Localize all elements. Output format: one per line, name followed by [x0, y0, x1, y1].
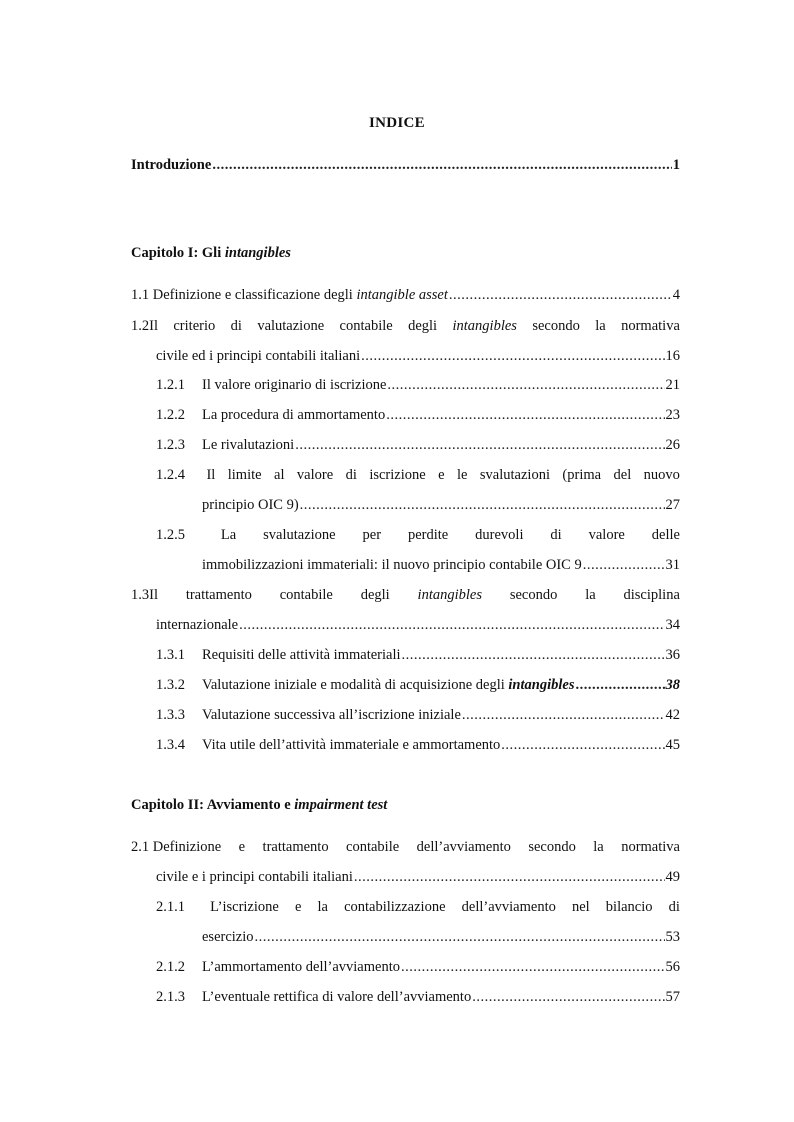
- word: di: [345, 467, 357, 483]
- toc-entry-1-3-1: [156, 647, 680, 667]
- word: L’iscrizione: [210, 899, 279, 915]
- word: la: [585, 587, 596, 603]
- toc-entry-1-2-line2: [156, 348, 680, 368]
- toc-entry-1-2-2: [156, 407, 680, 427]
- word: svalutazioni: [479, 467, 550, 483]
- dot-leader: [300, 497, 665, 514]
- toc-entry-1-2-4-line1: [156, 467, 680, 484]
- word: per: [362, 527, 382, 543]
- word: contabile: [339, 318, 393, 334]
- word: di: [230, 318, 242, 334]
- toc-page-number: 56: [665, 959, 680, 975]
- toc-entry-2-1-line2: [156, 869, 680, 889]
- section-number: 1.3.1: [156, 647, 185, 663]
- dot-leader: [472, 989, 664, 1006]
- word: intangibles: [452, 318, 517, 334]
- word: e: [238, 839, 246, 855]
- toc-entry-label: Definizione e classificazione degli intangible asset: [152, 287, 448, 303]
- chapter-heading-italic: impairment test: [294, 797, 388, 813]
- toc-entry-label: Requisiti delle attività immateriali: [202, 647, 401, 663]
- index-title: INDICE: [369, 115, 425, 131]
- dot-leader: [354, 869, 665, 886]
- word: normativa: [621, 318, 680, 334]
- toc-entry-1-3-4: [156, 737, 680, 757]
- word: secondo: [509, 587, 558, 603]
- dot-leader: [575, 677, 664, 694]
- word: valutazione: [257, 318, 325, 334]
- toc-entry-label: La procedura di ammortamento: [202, 407, 386, 423]
- word: e: [438, 467, 445, 483]
- word: Il: [206, 467, 216, 483]
- dot-leader: [583, 557, 665, 574]
- section-number: 1.2.5: [156, 527, 185, 543]
- word: dell’avviamento: [461, 899, 556, 915]
- toc-page-number: 36: [665, 647, 680, 663]
- toc-entry-label: civile e i principi contabili italiani: [156, 869, 353, 885]
- word: la: [593, 839, 604, 855]
- word: di: [668, 899, 680, 915]
- dot-leader: [239, 617, 664, 634]
- toc-page-number: 16: [665, 348, 680, 364]
- toc-page-number: 23: [665, 407, 680, 423]
- toc-entry-2-1-3: [156, 989, 680, 1009]
- toc-page-number: 27: [665, 497, 680, 513]
- toc-page-number: 34: [665, 617, 680, 633]
- word: dell’avviamento: [416, 839, 511, 855]
- dot-leader: [462, 707, 665, 724]
- chapter-heading-italic: intangibles: [224, 245, 291, 261]
- word: degli: [408, 318, 438, 334]
- word: secondo: [528, 839, 576, 855]
- toc-page-number: 42: [665, 707, 680, 723]
- toc-entry-label: Introduzione: [131, 157, 212, 173]
- word: disciplina: [623, 587, 680, 603]
- word: la: [595, 318, 606, 334]
- word: svalutazione: [263, 527, 336, 543]
- section-number: 1.3.2: [156, 677, 185, 693]
- toc-entry-1-2-5-line2: [202, 557, 680, 577]
- dot-leader: [361, 348, 664, 365]
- word: iscrizione: [369, 467, 426, 483]
- chapter-heading-2: [131, 797, 387, 814]
- word: degli: [360, 587, 390, 603]
- toc-entry-label: civile ed i principi contabili italiani: [156, 348, 361, 364]
- section-number: 1.3Il: [131, 587, 158, 603]
- toc-entry-1-2-4-line2: [202, 497, 680, 517]
- toc-entry-label: principio OIC 9): [202, 497, 299, 513]
- word: normativa: [621, 839, 680, 855]
- word: e: [294, 899, 302, 915]
- toc-entry-1-2-5-line1: [156, 527, 680, 544]
- toc-entry-label: L’eventuale rettifica di valore dell’avviamento: [202, 989, 472, 1005]
- word: contabilizzazione: [344, 899, 446, 915]
- toc-entry-1-2-3: [156, 437, 680, 457]
- toc-entry-label: L’ammortamento dell’avviamento: [202, 959, 400, 975]
- toc-page-number: 4: [672, 287, 680, 303]
- toc-entry-label: Il valore originario di iscrizione: [202, 377, 387, 393]
- dot-leader: [387, 377, 664, 394]
- toc-entry-1-2-line1: [131, 318, 680, 335]
- word: La: [220, 527, 237, 543]
- section-number: 1.3.4: [156, 737, 185, 753]
- toc-entry-2-1-1-line1: [156, 899, 680, 916]
- toc-entry-label: Valutazione successiva all’iscrizione iniziale: [202, 707, 461, 723]
- word: di: [550, 527, 562, 543]
- toc-entry-label: immobilizzazioni immateriali: il nuovo principio contabile OIC 9: [202, 557, 582, 573]
- word: intangibles: [417, 587, 482, 603]
- toc-entry-2-1-line1: [131, 839, 680, 856]
- toc-page-number: 1: [672, 157, 680, 173]
- toc-page-number: 38: [665, 677, 680, 693]
- word: le: [457, 467, 468, 483]
- word: nel: [571, 899, 590, 915]
- word: trattamento: [185, 587, 252, 603]
- toc-entry-1-1: [131, 287, 680, 307]
- word: contabile: [279, 587, 333, 603]
- section-number: 2.1 Definizione: [131, 839, 222, 855]
- toc-page-number: 21: [665, 377, 680, 393]
- word: al: [274, 467, 285, 483]
- word: valore: [588, 527, 625, 543]
- toc-page-number: 31: [665, 557, 680, 573]
- word: contabile: [346, 839, 400, 855]
- toc-entry-1-3-line1: [131, 587, 680, 604]
- section-number: 1.2.3: [156, 437, 185, 453]
- word: perdite: [407, 527, 449, 543]
- toc-entry-label: Valutazione iniziale e modalità di acquisizione degli intangibles: [202, 677, 575, 693]
- dot-leader: [295, 437, 664, 454]
- word: del: [613, 467, 632, 483]
- word: (prima: [562, 467, 602, 483]
- toc-entry-label: esercizio: [202, 929, 254, 945]
- dot-leader: [402, 647, 665, 664]
- section-number: 1.2.4: [156, 467, 185, 483]
- toc-page-number: 26: [665, 437, 680, 453]
- word: la: [317, 899, 328, 915]
- toc-entry-introduzione: [131, 157, 680, 177]
- section-number: 1.2.1: [156, 377, 185, 393]
- dot-leader: [449, 287, 672, 304]
- section-number: 2.1.2: [156, 959, 185, 975]
- dot-leader: [212, 157, 671, 174]
- toc-entry-label: internazionale: [156, 617, 239, 633]
- section-number: 1.1: [131, 287, 150, 303]
- dot-leader: [401, 959, 665, 976]
- word: durevoli: [475, 527, 524, 543]
- toc-entry-1-3-line2: [156, 617, 680, 637]
- toc-entry-label: Le rivalutazioni: [202, 437, 295, 453]
- word: limite: [227, 467, 262, 483]
- toc-entry-label: Vita utile dell’attività immateriale e ammortamento: [202, 737, 501, 753]
- toc-page-number: 53: [665, 929, 680, 945]
- word: secondo: [532, 318, 580, 334]
- dot-leader: [501, 737, 664, 754]
- toc-page-number: 57: [665, 989, 680, 1005]
- toc-page-number: 45: [665, 737, 680, 753]
- section-number: 1.2.2: [156, 407, 185, 423]
- section-number: 1.3.3: [156, 707, 185, 723]
- toc-entry-1-2-1: [156, 377, 680, 397]
- word: nuovo: [643, 467, 680, 483]
- toc-entry-2-1-2: [156, 959, 680, 979]
- toc-entry-1-3-3: [156, 707, 680, 727]
- dot-leader: [255, 929, 665, 946]
- dot-leader: [386, 407, 664, 424]
- chapter-heading-text: Capitolo II: Avviamento e: [131, 797, 295, 813]
- chapter-heading-1: [131, 245, 291, 262]
- section-number: 2.1.1: [156, 899, 185, 915]
- word: criterio: [173, 318, 216, 334]
- toc-entry-2-1-1-line2: [202, 929, 680, 949]
- toc-entry-1-3-2: [156, 677, 680, 697]
- word: delle: [651, 527, 680, 543]
- toc-page-number: 49: [665, 869, 680, 885]
- word: valore: [296, 467, 334, 483]
- section-number: 2.1.3: [156, 989, 185, 1005]
- word: bilancio: [605, 899, 653, 915]
- chapter-heading-text: Capitolo I: Gli: [131, 245, 225, 261]
- section-number: 1.2Il: [131, 318, 158, 334]
- word: trattamento: [262, 839, 329, 855]
